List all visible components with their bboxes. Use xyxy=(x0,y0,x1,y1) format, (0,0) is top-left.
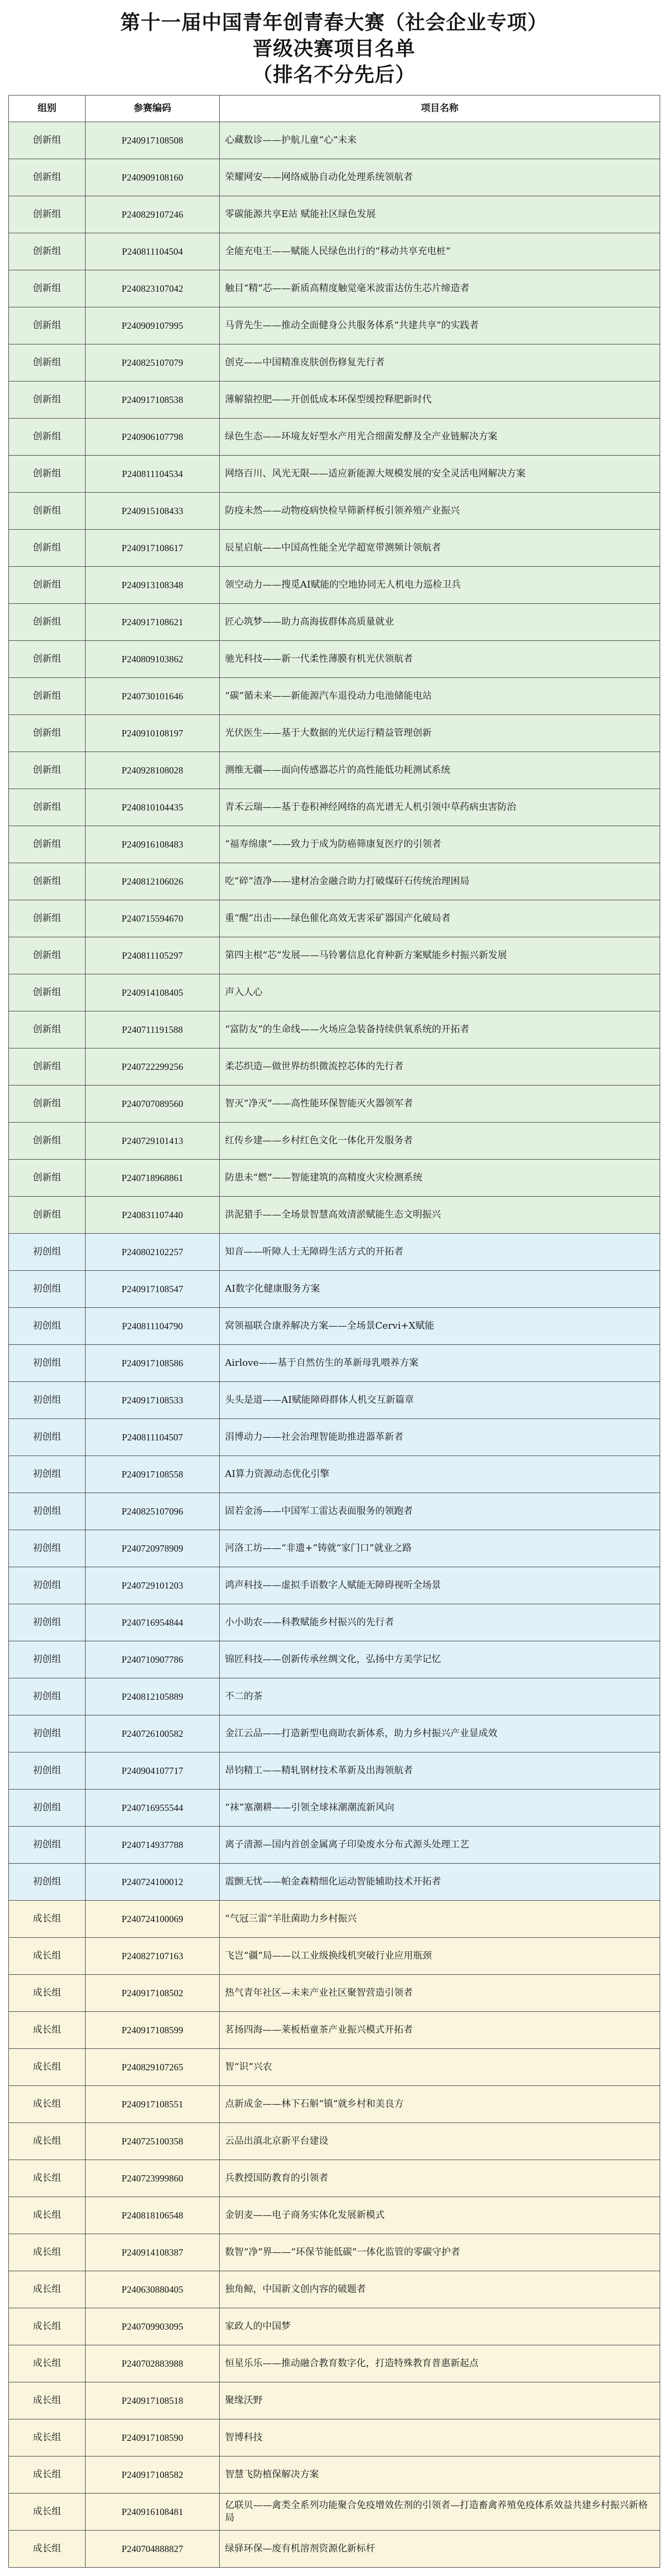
project-name-cell: 智博科技 xyxy=(220,2419,660,2456)
project-name-cell: 全能充电王——赋能人民绿色出行的“移动共享充电桩” xyxy=(220,233,660,270)
entry-code-cell: P240812106026 xyxy=(86,863,220,900)
entry-code-cell: P240729101413 xyxy=(86,1123,220,1160)
group-cell: 成长组 xyxy=(9,2086,86,2123)
finalist-table xyxy=(8,95,660,2568)
table-row xyxy=(9,1530,660,1567)
group-cell: 创新组 xyxy=(9,1086,86,1123)
group-cell: 创新组 xyxy=(9,1160,86,1197)
group-cell: 成长组 xyxy=(9,2382,86,2419)
project-name-cell: “袜”塞潮耕——引领全球袜潮潮流新风向 xyxy=(220,1790,660,1827)
entry-code-cell: P240810104435 xyxy=(86,789,220,826)
table-row xyxy=(9,2197,660,2234)
project-name-cell: AI数字化健康服务方案 xyxy=(220,1271,660,1308)
project-name-cell: 昂钧精工——精轧钢材技术革新及出海领航者 xyxy=(220,1752,660,1790)
group-cell: 创新组 xyxy=(9,678,86,715)
project-name-cell: 点新成金——林下石斛“镇”就乡村和美良方 xyxy=(220,2086,660,2123)
group-cell: 成长组 xyxy=(9,1901,86,1938)
table-header-row xyxy=(9,96,660,122)
entry-code-cell: P240709903095 xyxy=(86,2308,220,2345)
project-name-cell: 触目“精”芯——新质高精度触觉毫米波雷达仿生芯片缔造者 xyxy=(220,270,660,307)
entry-code-cell: P240827107163 xyxy=(86,1938,220,1975)
table-row xyxy=(9,2271,660,2308)
project-name-cell: 洪泥猎手——全场景智慧高效清淤赋能生态文明振兴 xyxy=(220,1197,660,1234)
group-cell: 初创组 xyxy=(9,1678,86,1715)
group-cell: 初创组 xyxy=(9,1567,86,1604)
entry-code-cell: P240914108405 xyxy=(86,974,220,1011)
table-row xyxy=(9,1901,660,1938)
table-row xyxy=(9,1715,660,1752)
group-cell: 创新组 xyxy=(9,1197,86,1234)
table-row xyxy=(9,1345,660,1382)
project-name-cell: 智“识”兴农 xyxy=(220,2049,660,2086)
table-row xyxy=(9,1160,660,1197)
entry-code-cell: P240906107798 xyxy=(86,419,220,456)
table-row xyxy=(9,2531,660,2568)
entry-code-cell: P240724100069 xyxy=(86,1901,220,1938)
table-row xyxy=(9,1086,660,1123)
table-row xyxy=(9,2494,660,2531)
table-row xyxy=(9,937,660,974)
table-row xyxy=(9,2308,660,2345)
group-cell: 初创组 xyxy=(9,1345,86,1382)
entry-code-cell: P240904107717 xyxy=(86,1752,220,1790)
entry-code-cell: P240725100358 xyxy=(86,2123,220,2160)
group-cell: 创新组 xyxy=(9,604,86,641)
project-name-cell: Airlove——基于自然仿生的革新母乳喂养方案 xyxy=(220,1345,660,1382)
project-name-cell: 第四主根“芯”发展——马铃薯信息化育种新方案赋能乡村振兴新发展 xyxy=(220,937,660,974)
group-cell: 创新组 xyxy=(9,826,86,863)
entry-code-cell: P240711191588 xyxy=(86,1011,220,1048)
group-cell: 成长组 xyxy=(9,2345,86,2382)
group-cell: 创新组 xyxy=(9,863,86,900)
table-row xyxy=(9,233,660,270)
entry-code-cell: P240809103862 xyxy=(86,641,220,678)
project-name-cell: 领空动力——搜觅AI赋能的空地协同无人机电力巡检卫兵 xyxy=(220,567,660,604)
entry-code-cell: P240917108547 xyxy=(86,1271,220,1308)
group-cell: 成长组 xyxy=(9,2531,86,2568)
entry-code-cell: P240829107246 xyxy=(86,196,220,233)
group-cell: 初创组 xyxy=(9,1864,86,1901)
table-row xyxy=(9,2086,660,2123)
table-row xyxy=(9,1197,660,1234)
group-cell: 创新组 xyxy=(9,270,86,307)
table-row xyxy=(9,1419,660,1456)
entry-code-cell: P240718968861 xyxy=(86,1160,220,1197)
entry-code-cell: P240715594670 xyxy=(86,900,220,937)
table-row xyxy=(9,530,660,567)
table-row xyxy=(9,826,660,863)
entry-code-cell: P240917108508 xyxy=(86,122,220,159)
entry-code-cell: P240704888827 xyxy=(86,2531,220,2568)
group-cell: 创新组 xyxy=(9,196,86,233)
entry-code-cell: P240730101646 xyxy=(86,678,220,715)
group-cell: 初创组 xyxy=(9,1382,86,1419)
table-row xyxy=(9,2456,660,2494)
entry-code-cell: P240716954844 xyxy=(86,1604,220,1641)
table-row xyxy=(9,2012,660,2049)
group-cell: 创新组 xyxy=(9,493,86,530)
group-cell: 创新组 xyxy=(9,1123,86,1160)
project-name-cell: 固若金汤——中国军工雷达表面服务的领跑者 xyxy=(220,1493,660,1530)
project-name-cell: “富防友”的生命线——火场应急装备持续供氧系统的开拓者 xyxy=(220,1011,660,1048)
project-name-cell: 声入人心 xyxy=(220,974,660,1011)
entry-code-cell: P240916108483 xyxy=(86,826,220,863)
group-cell: 初创组 xyxy=(9,1827,86,1864)
group-cell: 成长组 xyxy=(9,2012,86,2049)
project-name-cell: 云品出滇北京新平台建设 xyxy=(220,2123,660,2160)
group-cell: 创新组 xyxy=(9,567,86,604)
group-cell: 初创组 xyxy=(9,1308,86,1345)
table-row xyxy=(9,1493,660,1530)
project-name-cell: 光伏医生——基于大数据的光伏运行精益管理创新 xyxy=(220,715,660,752)
entry-code-cell: P240917108599 xyxy=(86,2012,220,2049)
table-row xyxy=(9,1752,660,1790)
entry-code-cell: P240913108348 xyxy=(86,567,220,604)
entry-code-cell: P240914108387 xyxy=(86,2234,220,2271)
project-name-cell: 薄解猿控肥——开创低成本环保型缓控释肥新时代 xyxy=(220,381,660,419)
group-cell: 创新组 xyxy=(9,1011,86,1048)
group-cell: 创新组 xyxy=(9,344,86,381)
entry-code-cell: P240917108558 xyxy=(86,1456,220,1493)
project-name-cell: 兵教授国防教育的引领者 xyxy=(220,2160,660,2197)
group-cell: 成长组 xyxy=(9,2123,86,2160)
group-cell: 成长组 xyxy=(9,2049,86,2086)
project-name-cell: 河洛工坊——“非遗+”铸就“家门口”就业之路 xyxy=(220,1530,660,1567)
table-row xyxy=(9,567,660,604)
project-name-cell: “福寿绵康”——致力于成为防癌筛康复医疗的引领者 xyxy=(220,826,660,863)
project-name-cell: 家政人的中国梦 xyxy=(220,2308,660,2345)
entry-code-cell: P240811105297 xyxy=(86,937,220,974)
table-row xyxy=(9,1567,660,1604)
table-row xyxy=(9,122,660,159)
entry-code-cell: P240811104534 xyxy=(86,456,220,493)
group-cell: 初创组 xyxy=(9,1641,86,1678)
group-cell: 成长组 xyxy=(9,2419,86,2456)
project-name-cell: 心藏数诊——护航儿童“心”未来 xyxy=(220,122,660,159)
group-cell: 创新组 xyxy=(9,789,86,826)
entry-code-cell: P240726100582 xyxy=(86,1715,220,1752)
table-row xyxy=(9,863,660,900)
project-name-cell: 防患未“燃”——智能建筑的高精度火灾检测系统 xyxy=(220,1160,660,1197)
group-cell: 创新组 xyxy=(9,974,86,1011)
column-header-code: 参赛编码 xyxy=(86,96,220,122)
project-name-cell: 涓博动力——社会治理智能助推进器革新者 xyxy=(220,1419,660,1456)
table-row xyxy=(9,2123,660,2160)
group-cell: 初创组 xyxy=(9,1752,86,1790)
entry-code-cell: P240928108028 xyxy=(86,752,220,789)
table-row xyxy=(9,307,660,344)
entry-code-cell: P240823107042 xyxy=(86,270,220,307)
entry-code-cell: P240729101203 xyxy=(86,1567,220,1604)
table-row xyxy=(9,1308,660,1345)
table-row xyxy=(9,1382,660,1419)
entry-code-cell: P240916108481 xyxy=(86,2494,220,2531)
entry-code-cell: P240917108586 xyxy=(86,1345,220,1382)
entry-code-cell: P240811104790 xyxy=(86,1308,220,1345)
entry-code-cell: P240917108582 xyxy=(86,2456,220,2494)
project-name-cell: 辰星启航——中国高性能全光学超宽带测频计领航者 xyxy=(220,530,660,567)
project-name-cell: 测维无疆——面向传感器芯片的高性能低功耗测试系统 xyxy=(220,752,660,789)
entry-code-cell: P240720978909 xyxy=(86,1530,220,1567)
project-name-cell: 独角鲸，中国新文创内容的破题者 xyxy=(220,2271,660,2308)
project-name-cell: 鸿声科技——虚拟手语数字人赋能无障碍视听全场景 xyxy=(220,1567,660,1604)
table-row xyxy=(9,1123,660,1160)
project-name-cell: 恒星乐乐——推动融合教育数字化，打造特殊教育普惠新起点 xyxy=(220,2345,660,2382)
group-cell: 成长组 xyxy=(9,2271,86,2308)
table-row xyxy=(9,2382,660,2419)
table-row xyxy=(9,1975,660,2012)
entry-code-cell: P240917108502 xyxy=(86,1975,220,2012)
table-row xyxy=(9,789,660,826)
group-cell: 成长组 xyxy=(9,2197,86,2234)
entry-code-cell: P240825107079 xyxy=(86,344,220,381)
project-name-cell: 重“醒”出击——绿色催化高效无害采矿器国产化破局者 xyxy=(220,900,660,937)
entry-code-cell: P240630880405 xyxy=(86,2271,220,2308)
project-name-cell: 锦匠科技——创新传承丝绸文化，弘扬中方美学记忆 xyxy=(220,1641,660,1678)
group-cell: 成长组 xyxy=(9,2160,86,2197)
project-name-cell: 青禾云瑞——基于卷积神经网络的高光谱无人机引领中草药病虫害防治 xyxy=(220,789,660,826)
table-row xyxy=(9,900,660,937)
table-row xyxy=(9,159,660,196)
project-name-cell: 不二的茶 xyxy=(220,1678,660,1715)
project-name-cell: 荣耀网安——网络威胁自动化处理系统领航者 xyxy=(220,159,660,196)
column-header-group: 组别 xyxy=(9,96,86,122)
entry-code-cell: P240723999860 xyxy=(86,2160,220,2197)
project-name-cell: 绿驿环保—废有机溶剂资源化新标杆 xyxy=(220,2531,660,2568)
title-block xyxy=(8,7,660,95)
group-cell: 成长组 xyxy=(9,1938,86,1975)
table-row xyxy=(9,1604,660,1641)
project-name-cell: 聚缘沃野 xyxy=(220,2382,660,2419)
project-name-cell: 飞岂“疆”局——以工业级换线机突破行业应用瓶颈 xyxy=(220,1938,660,1975)
project-name-cell: 热气青年社区—未来产业社区聚智营造引领者 xyxy=(220,1975,660,2012)
group-cell: 创新组 xyxy=(9,937,86,974)
table-row xyxy=(9,1456,660,1493)
table-row xyxy=(9,1678,660,1715)
table-row xyxy=(9,715,660,752)
table-row xyxy=(9,1641,660,1678)
project-name-cell: 金钥麦——电子商务实体化发展新模式 xyxy=(220,2197,660,2234)
table-row xyxy=(9,1048,660,1086)
page-subtitle: 晋级决赛项目名单 xyxy=(252,37,415,60)
group-cell: 成长组 xyxy=(9,2308,86,2345)
group-cell: 初创组 xyxy=(9,1456,86,1493)
project-name-cell: 防疫未然——动物疫病快检早筛新样板引领养殖产业振兴 xyxy=(220,493,660,530)
table-row xyxy=(9,1271,660,1308)
group-cell: 初创组 xyxy=(9,1530,86,1567)
table-row xyxy=(9,344,660,381)
group-cell: 初创组 xyxy=(9,1234,86,1271)
group-cell: 初创组 xyxy=(9,1419,86,1456)
entry-code-cell: P240917108533 xyxy=(86,1382,220,1419)
group-cell: 初创组 xyxy=(9,1715,86,1752)
table-row xyxy=(9,1790,660,1827)
table-row xyxy=(9,1011,660,1048)
entry-code-cell: P240714937788 xyxy=(86,1827,220,1864)
table-row xyxy=(9,2160,660,2197)
entry-code-cell: P240909108160 xyxy=(86,159,220,196)
table-row xyxy=(9,1234,660,1271)
group-cell: 创新组 xyxy=(9,900,86,937)
group-cell: 创新组 xyxy=(9,307,86,344)
project-name-cell: 柔芯织造—做世界纺织微流控芯体的先行者 xyxy=(220,1048,660,1086)
table-row xyxy=(9,419,660,456)
table-row xyxy=(9,2345,660,2382)
project-name-cell: 离子清源—国内首创金属离子印染废水分布式源头处理工艺 xyxy=(220,1827,660,1864)
entry-code-cell: P240917108518 xyxy=(86,2382,220,2419)
table-row xyxy=(9,1827,660,1864)
table-row xyxy=(9,604,660,641)
project-name-cell: AI算力资源动态优化引擎 xyxy=(220,1456,660,1493)
group-cell: 初创组 xyxy=(9,1271,86,1308)
project-name-cell: 零碳能源共享E站 赋能社区绿色发展 xyxy=(220,196,660,233)
table-row xyxy=(9,2419,660,2456)
page-note: （排名不分先后） xyxy=(252,63,415,86)
group-cell: 创新组 xyxy=(9,233,86,270)
entry-code-cell: P240909107995 xyxy=(86,307,220,344)
table-row xyxy=(9,678,660,715)
entry-code-cell: P240702883988 xyxy=(86,2345,220,2382)
column-header-project: 项目名称 xyxy=(220,96,660,122)
project-name-cell: 头头是道——AI赋能障碍群体人机交互新篇章 xyxy=(220,1382,660,1419)
entry-code-cell: P240722299256 xyxy=(86,1048,220,1086)
project-name-cell: 网络百川、风光无限——适应新能源大规模发展的安全灵活电网解决方案 xyxy=(220,456,660,493)
project-name-cell: 智慧飞防植保解决方案 xyxy=(220,2456,660,2494)
entry-code-cell: P240915108433 xyxy=(86,493,220,530)
project-name-cell: “碳”循未来——新能源汽车退役动力电池储能电站 xyxy=(220,678,660,715)
table-row xyxy=(9,270,660,307)
group-cell: 初创组 xyxy=(9,1790,86,1827)
table-row xyxy=(9,2234,660,2271)
entry-code-cell: P240818106548 xyxy=(86,2197,220,2234)
entry-code-cell: P240707089560 xyxy=(86,1086,220,1123)
table-body xyxy=(9,122,660,2568)
entry-code-cell: P240811104504 xyxy=(86,233,220,270)
entry-code-cell: P240812105889 xyxy=(86,1678,220,1715)
project-name-cell: 茗扬四海——莱板梧童茶产业振兴模式开拓者 xyxy=(220,2012,660,2049)
table-row xyxy=(9,974,660,1011)
group-cell: 创新组 xyxy=(9,122,86,159)
table-row xyxy=(9,456,660,493)
group-cell: 创新组 xyxy=(9,381,86,419)
project-name-cell: 金江云品——打造新型电商助农新体系，助力乡村振兴产业显成效 xyxy=(220,1715,660,1752)
group-cell: 初创组 xyxy=(9,1493,86,1530)
entry-code-cell: P240811104507 xyxy=(86,1419,220,1456)
project-name-cell: 创克——中国精准皮肤创伤修复先行者 xyxy=(220,344,660,381)
entry-code-cell: P240710907786 xyxy=(86,1641,220,1678)
group-cell: 创新组 xyxy=(9,419,86,456)
project-name-cell: 震颤无忧——帕金森精细化运动智能辅助技术开拓者 xyxy=(220,1864,660,1901)
project-name-cell: 窝领福联合康养解决方案——全场景Cervi+X赋能 xyxy=(220,1308,660,1345)
entry-code-cell: P240910108197 xyxy=(86,715,220,752)
project-name-cell: 数智“净”界——“环保节能低碳”一体化监管的零碳守护者 xyxy=(220,2234,660,2271)
project-name-cell: 绿色生态——环境友好型水产用光合细菌发酵及全产业链解决方案 xyxy=(220,419,660,456)
group-cell: 成长组 xyxy=(9,2234,86,2271)
group-cell: 成长组 xyxy=(9,2494,86,2531)
group-cell: 初创组 xyxy=(9,1604,86,1641)
table-row xyxy=(9,1938,660,1975)
table-row xyxy=(9,752,660,789)
group-cell: 成长组 xyxy=(9,2456,86,2494)
entry-code-cell: P240917108551 xyxy=(86,2086,220,2123)
entry-code-cell: P240825107096 xyxy=(86,1493,220,1530)
table-row xyxy=(9,196,660,233)
group-cell: 成长组 xyxy=(9,1975,86,2012)
project-name-cell: “气冠三雷”羊肚菌助力乡村振兴 xyxy=(220,1901,660,1938)
table-row xyxy=(9,493,660,530)
page-title: 第十一届中国青年创青春大赛（社会企业专项） xyxy=(120,10,548,34)
project-name-cell: 智灭“净灭”——高性能环保智能灭火器领军者 xyxy=(220,1086,660,1123)
group-cell: 创新组 xyxy=(9,715,86,752)
project-name-cell: 亿联贝——禽类全系列功能聚合免疫增效佐剂的引领者—打造畜禽养殖免疫体系效益共建乡村振兴新格局 xyxy=(220,2494,660,2531)
entry-code-cell: P240724100012 xyxy=(86,1864,220,1901)
project-name-cell: 小小助农——科教赋能乡村振兴的先行者 xyxy=(220,1604,660,1641)
project-name-cell: 马背先生——推动全面健身公共服务体系“共建共享”的实践者 xyxy=(220,307,660,344)
project-name-cell: 吃“碎”渣净——建材冶金融合助力打破煤矸石传统治理困局 xyxy=(220,863,660,900)
entry-code-cell: P240917108538 xyxy=(86,381,220,419)
table-row xyxy=(9,2049,660,2086)
table-row xyxy=(9,381,660,419)
entry-code-cell: P240829107265 xyxy=(86,2049,220,2086)
entry-code-cell: P240917108617 xyxy=(86,530,220,567)
project-name-cell: 驰光科技——新一代柔性薄膜有机光伏领航者 xyxy=(220,641,660,678)
entry-code-cell: P240716955544 xyxy=(86,1790,220,1827)
group-cell: 创新组 xyxy=(9,159,86,196)
entry-code-cell: P240917108621 xyxy=(86,604,220,641)
table-row xyxy=(9,1864,660,1901)
project-name-cell: 知音——听障人士无障碍生活方式的开拓者 xyxy=(220,1234,660,1271)
group-cell: 创新组 xyxy=(9,1048,86,1086)
group-cell: 创新组 xyxy=(9,456,86,493)
group-cell: 创新组 xyxy=(9,752,86,789)
entry-code-cell: P240831107440 xyxy=(86,1197,220,1234)
entry-code-cell: P240802102257 xyxy=(86,1234,220,1271)
table-row xyxy=(9,641,660,678)
project-name-cell: 红传乡建——乡村红色文化一体化开发服务者 xyxy=(220,1123,660,1160)
project-name-cell: 匠心筑梦——助力高海拔群体高质量就业 xyxy=(220,604,660,641)
group-cell: 创新组 xyxy=(9,530,86,567)
group-cell: 创新组 xyxy=(9,641,86,678)
entry-code-cell: P240917108590 xyxy=(86,2419,220,2456)
